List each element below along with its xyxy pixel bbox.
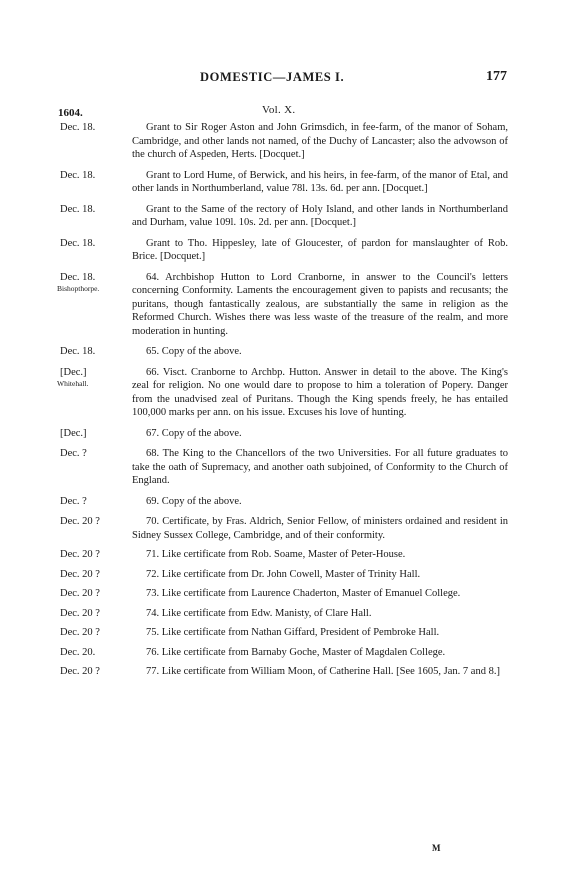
calendar-entry (0, 121, 567, 162)
calendar-entry (0, 203, 567, 230)
calendar-entry (0, 495, 567, 509)
entry-date: Dec. ? (60, 448, 87, 459)
entry-date: Dec. 18. (60, 122, 96, 133)
entry-text: 75. Like certificate from Nathan Giffard, President of Pembroke Hall. (146, 627, 440, 638)
calendar-entry (0, 587, 567, 601)
entry-text: 66. Visct. Cranborne to Archbp. Hutton. Answer in detail to the above. The King's zeal for religion. No one would dare to propose to him a toleration of Popery. Danger from the unadvised zeal of Puritans. Though the King spends freely, he has entailed 100,000 marks per ann. on his issue. Excuses his love of hunting. (132, 366, 508, 418)
entry-date: Dec. 20 ? (60, 627, 100, 638)
entry-date: Dec. 20 ? (60, 568, 100, 580)
entry-text: Grant to Tho. Hippesley, late of Gloucester, of pardon for manslaughter of Rob. Brice. [Docquet.] (132, 237, 508, 262)
entry-text: 70. Certificate, by Fras. Aldrich, Senior Fellow, of ministers ordained and resident in Sidney Sussex College, Cambridge, and of their conformity. (132, 516, 508, 541)
year-label: 1604. (58, 107, 83, 119)
entry-place: Bishopthorpe. (57, 283, 100, 293)
running-head (0, 70, 567, 86)
entry-date: [Dec.] (60, 427, 87, 439)
calendar-entry (0, 271, 567, 339)
calendar-entry (0, 237, 567, 264)
entry-text: Grant to the Same of the rectory of Holy Island, and other lands in Northumberland and Durham, value 109l. 10s. 2d. per ann. [Docquet.] (132, 203, 508, 228)
entry-text: 67. Copy of the above. (146, 427, 242, 439)
volume-heading: Vol. X. (262, 104, 296, 116)
entry-date: Dec. 18. (60, 346, 96, 357)
entry-text: 69. Copy of the above. (146, 495, 242, 507)
entry-text: 65. Copy of the above. (146, 346, 242, 357)
calendar-entry (0, 665, 567, 679)
entry-date: Dec. 18. (60, 237, 96, 249)
calendar-entries (0, 121, 567, 685)
running-title: DOMESTIC—JAMES I. (200, 70, 345, 84)
entry-text: 73. Like certificate from Laurence Chaderton, Master of Emanuel College. (146, 588, 461, 599)
calendar-entry (0, 447, 567, 488)
calendar-entry (0, 626, 567, 640)
entry-text: 72. Like certificate from Dr. John Cowell, Master of Trinity Hall. (146, 568, 421, 580)
entry-text: 64. Archbishop Hutton to Lord Cranborne, in answer to the Council's letters concerning Conformity. Laments the encouragement given to papists and recusants; the puritans, though fantastically zealous, are substantially the same in religion as the Reformed Church. Wishes there was less waste of the treasure of the realm, and more moderation in hunting. (132, 271, 508, 337)
calendar-entry (0, 169, 567, 196)
entry-date: Dec. ? (60, 495, 87, 507)
entry-text: 76. Like certificate from Barnaby Goche, Master of Magdalen College. (146, 646, 446, 658)
entry-text: Grant to Lord Hume, of Berwick, and his heirs, in fee-farm, of the manor of Etal, and other lands in Northumberland, value 78l. 13s. 6d. per ann. [Docquet.] (132, 169, 508, 194)
calendar-entry (0, 515, 567, 542)
calendar-entry (0, 548, 567, 562)
entry-date: Dec. 20 ? (60, 666, 100, 677)
entry-date: Dec. 20 ? (60, 588, 100, 599)
entry-date: Dec. 20 ? (60, 516, 100, 527)
entry-place: Whitehall. (57, 378, 89, 388)
signature-mark: M (432, 843, 441, 853)
entry-text: 74. Like certificate from Edw. Manisty, of Clare Hall. (146, 607, 372, 619)
calendar-entry (0, 345, 567, 359)
entry-text: 77. Like certificate from William Moon, of Catherine Hall. [See 1605, Jan. 7 and 8.] (146, 666, 500, 677)
calendar-entry (0, 646, 567, 660)
entry-text: 68. The King to the Chancellors of the two Universities. For all future graduates to take the oath of Supremacy, and another oath subjoined, of Conformity to the Church of England. (132, 448, 508, 486)
entry-text: 71. Like certificate from Rob. Soame, Master of Peter-House. (146, 549, 406, 560)
entry-date: [Dec.] (60, 366, 87, 378)
entry-date: Dec. 18. (60, 271, 96, 283)
entry-date: Dec. 20. (60, 646, 96, 658)
entry-text: Grant to Sir Roger Aston and John Grimsdich, in fee-farm, of the manor of Soham, Cambridge, and other lands not named, of the Duchy of Lancaster; also the advowson of the church of Aspeden, Herts. [Docquet.] (132, 122, 508, 160)
entry-date: Dec. 20 ? (60, 549, 100, 560)
calendar-entry (0, 607, 567, 621)
calendar-entry (0, 366, 567, 420)
entry-date: Dec. 18. (60, 203, 96, 215)
entry-date: Dec. 20 ? (60, 607, 100, 619)
entry-date: Dec. 18. (60, 169, 96, 181)
calendar-entry (0, 427, 567, 441)
page-number: 177 (486, 69, 507, 84)
calendar-entry (0, 568, 567, 582)
